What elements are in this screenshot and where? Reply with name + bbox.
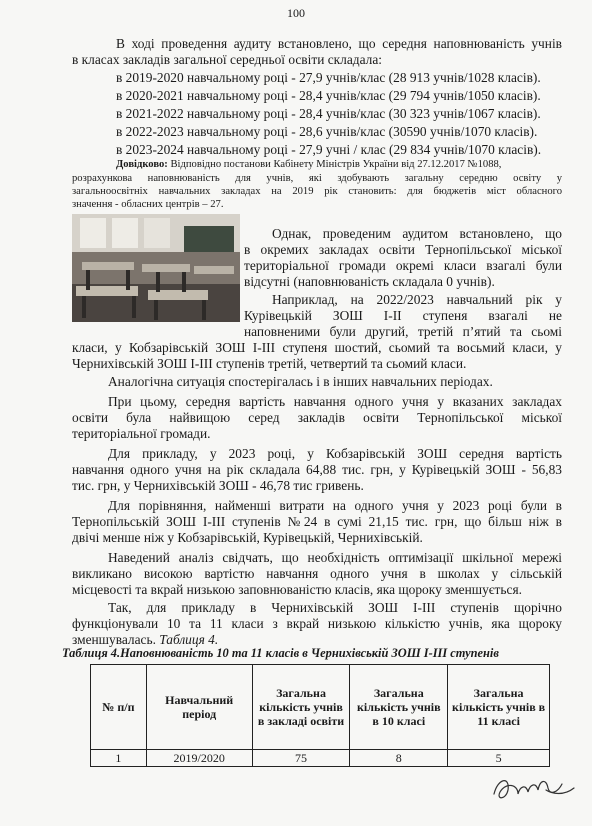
reference-note-line-4: значення - обласних центрів – 27.: [72, 199, 224, 210]
year-line-5: в 2023-2024 навчальному році - 27,9 учні / клас (29 834 учнів/1070 класів).: [116, 142, 542, 157]
handwritten-signature: [488, 770, 578, 810]
p6-line-3: двічі менше ніж у Кобзарівській, Курівецькій, Чернихівській.: [72, 530, 423, 545]
p6-line-1: Для порівняння, найменші витрати на одного учня у 2023 році були в: [108, 498, 562, 513]
header-period: Навчальний період: [146, 665, 252, 750]
header-grade-11: Загальна кількість учнів в 11 класі: [448, 665, 550, 750]
cell-grade-11: 5: [448, 750, 550, 767]
reference-note-line-3: загальноосвітніх навчальних закладах на 2019 рік становить: для бюджетів міст обласного: [72, 186, 562, 197]
classroom-photo: [72, 214, 240, 322]
p5-line-2: навчання одного учня на рік складала 64,88 тис. грн, у Курівецькій ЗОШ - 56,83: [72, 462, 562, 477]
reference-note-line-2: розрахункова наповнюваність для учнів, які здобувають загальну середню освіту у: [72, 173, 562, 184]
p8-line-3: зменшувалась. Таблиця 4.: [72, 632, 219, 647]
p5-line-3: тис. грн, у Чернихівській ЗОШ - 46,78 тис гривень.: [72, 478, 364, 493]
p6-line-2: Тернопільській ЗОШ І-ІІІ ступенів №24 в сумі 21,15 тис. грн, що більш ніж в: [72, 514, 562, 529]
p7-line-2: викликано високою вартістю навчання одного учня в школах у сільській: [72, 566, 562, 581]
table-caption: Таблиця 4.Наповнюваність 10 та 11 класів в Чернихівській ЗОШ І-ІІІ ступенів: [62, 646, 499, 660]
p1-line-2: в окремих закладах освіти Тернопільської міської: [244, 242, 562, 257]
header-number: № п/п: [91, 665, 147, 750]
cell-grade-10: 8: [350, 750, 448, 767]
p2-line-2: Курівецькій ЗОШ І-ІІ ступеня взагалі не: [244, 308, 562, 323]
year-line-3: в 2021-2022 навчальному році - 28,4 учнів/клас (30 323 учнів/1067 класів).: [116, 106, 541, 121]
p1-line-3: територіальної громади окремі класи взагалі були: [244, 258, 562, 273]
intro-line-2: в класах закладів загальної середньої освіти складала:: [72, 52, 383, 67]
p8-line-2: функціонували 10 та 11 класи з вкрай низькою кількістю учнів, яка щороку: [72, 616, 562, 631]
p2-line-1: Наприклад, на 2022/2023 навчальний рік у: [272, 292, 562, 307]
cell-period: 2019/2020: [146, 750, 252, 767]
class-fill-table: [90, 664, 550, 767]
page-number: 100: [287, 6, 305, 20]
year-line-1: в 2019-2020 навчальному році - 27,9 учнів/клас (28 913 учнів/1028 класів).: [116, 70, 541, 85]
cell-total-students: 75: [252, 750, 350, 767]
p4-line-2: освіти була найвищою серед закладів освіти Тернопільської міської: [72, 410, 562, 425]
p4-line-3: територіальної громади.: [72, 426, 211, 441]
table-header-row: [91, 665, 550, 750]
p1-line-1: Однак, проведеним аудитом встановлено, що: [272, 226, 562, 241]
year-line-2: в 2020-2021 навчальному році - 28,4 учнів/клас (29 794 учнів/1050 класів).: [116, 88, 541, 103]
intro-line-1: В ході проведення аудиту встановлено, що середня наповнюваність учнів: [116, 36, 562, 51]
p7-line-1: Наведений аналіз свідчать, що необхідність оптимізації шкільної мережі: [108, 550, 562, 565]
p7-line-3: місцевості та вкрай низькою заповнюваністю класів, яка щороку зменшується.: [72, 582, 522, 597]
table-reference: Таблиця 4.: [159, 632, 219, 647]
p5-line-1: Для прикладу, у 2023 році, у Кобзарівській ЗОШ середня вартість: [108, 446, 562, 461]
reference-note-label: Довідково:: [116, 159, 168, 170]
p3-line-1: Аналогічна ситуація спостерігалась і в інших навчальних періодах.: [108, 374, 493, 389]
cell-number: 1: [91, 750, 147, 767]
p2-line-4: класи, у Кобзарівській ЗОШ І-ІІІ ступеня шостий, сьомий та восьмий класи, у: [72, 340, 562, 355]
table-row: [91, 750, 550, 767]
p4-line-1: При цьому, середня вартість навчання одного учня у вказаних закладах: [108, 394, 562, 409]
p1-line-4: відсутні (наповнюваність складала 0 учнів).: [244, 274, 495, 289]
header-total-students: Загальна кількість учнів в закладі освіти: [252, 665, 350, 750]
reference-note-line-1: Довідково: Відповідно постанови Кабінету Міністрів України від 27.12.2017 №1088,: [116, 159, 502, 170]
p2-line-5: Чернихівській ЗОШ І-ІІІ ступенів третій, четвертий та сьомий класи.: [72, 356, 467, 371]
year-line-4: в 2022-2023 навчальному році - 28,6 учнів/клас (30590 учнів/1070 класів).: [116, 124, 538, 139]
p8-line-1: Так, для прикладу в Чернихівській ЗОШ І-ІІІ ступенів щорічно: [108, 600, 562, 615]
header-grade-10: Загальна кількість учнів в 10 класі: [350, 665, 448, 750]
p2-line-3: наповненими були другий, третій п’ятий та сьомі: [244, 324, 562, 339]
